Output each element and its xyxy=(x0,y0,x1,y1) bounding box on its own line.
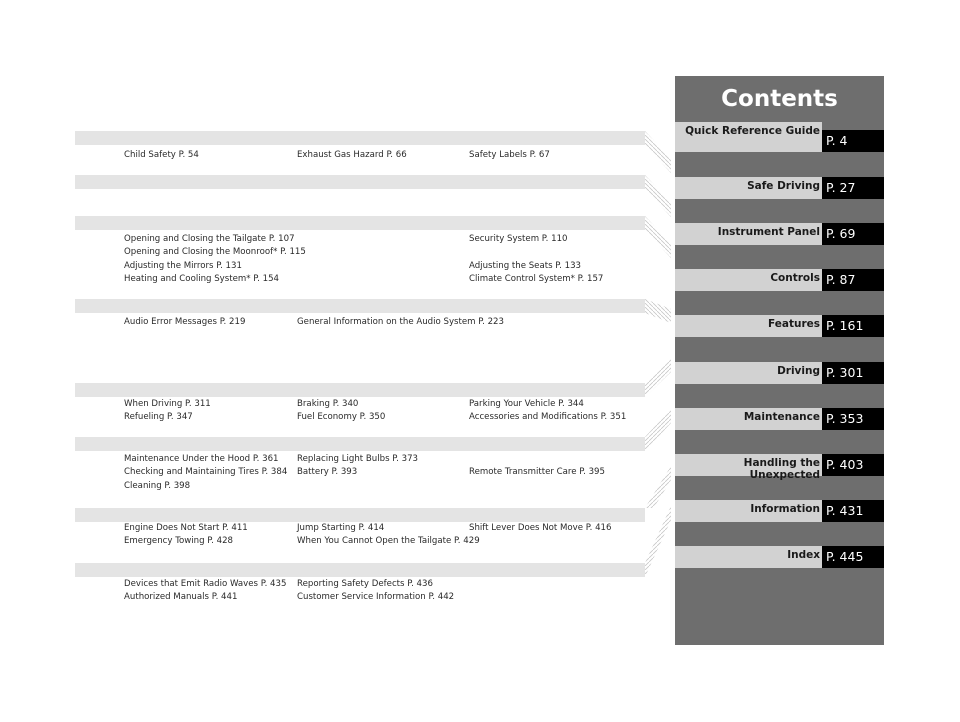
toc-link[interactable]: Checking and Maintaining Tires P. 384 xyxy=(124,467,288,477)
toc-link[interactable]: Customer Service Information P. 442 xyxy=(297,592,455,602)
tab-safe-driving[interactable] xyxy=(675,177,884,199)
tab-page-number: P. 403 xyxy=(822,454,884,476)
tab-page-number: P. 161 xyxy=(822,315,884,337)
toc-link[interactable]: Opening and Closing the Moonroof* P. 115 xyxy=(124,247,306,257)
toc-link[interactable]: General Information on the Audio System P. 223 xyxy=(297,317,504,327)
toc-link[interactable]: Replacing Light Bulbs P. 373 xyxy=(297,454,419,464)
hatch-connector xyxy=(645,131,671,173)
section-band-instrument-panel xyxy=(75,175,645,189)
toc-link[interactable]: Cleaning P. 398 xyxy=(124,481,191,491)
tab-label: Features xyxy=(768,318,820,330)
toc-link[interactable]: Reporting Safety Defects P. 436 xyxy=(297,579,433,589)
toc-link[interactable]: When You Cannot Open the Tailgate P. 429 xyxy=(297,536,480,546)
tab-label: Driving xyxy=(777,365,820,377)
tab-page-number: P. 4 xyxy=(822,130,884,152)
hatch-connector xyxy=(645,358,671,400)
tab-information[interactable] xyxy=(675,500,884,522)
tab-label: Index xyxy=(787,549,820,561)
tab-label: Handling the Unexpected xyxy=(743,457,820,481)
tab-quick-reference-guide[interactable] xyxy=(675,125,884,152)
tab-maintenance[interactable] xyxy=(675,408,884,430)
toc-link[interactable]: Devices that Emit Radio Waves P. 435 xyxy=(124,579,287,589)
toc-link[interactable]: Heating and Cooling System* P. 154 xyxy=(124,274,280,284)
tab-label: Information xyxy=(750,503,820,515)
tab-label: Safe Driving xyxy=(747,180,820,192)
hatch-connector xyxy=(645,175,671,217)
toc-link[interactable]: Battery P. 393 xyxy=(297,467,358,477)
hatch-connector xyxy=(645,299,671,341)
hatch-connector xyxy=(645,216,671,258)
tab-driving[interactable] xyxy=(675,362,884,384)
hatch-connector xyxy=(645,409,671,451)
section-band-driving xyxy=(75,383,645,397)
tab-label: Instrument Panel xyxy=(717,226,820,238)
toc-link[interactable]: Engine Does Not Start P. 411 xyxy=(124,523,248,533)
section-band-safe-driving xyxy=(75,131,645,145)
toc-link[interactable]: Braking P. 340 xyxy=(297,399,359,409)
toc-link[interactable]: Accessories and Modifications P. 351 xyxy=(469,412,627,422)
toc-link[interactable]: Security System P. 110 xyxy=(469,234,568,244)
toc-link[interactable]: Refueling P. 347 xyxy=(124,412,193,422)
section-band-unexpected xyxy=(75,508,645,522)
tab-instrument-panel[interactable] xyxy=(675,223,884,245)
toc-link[interactable]: Emergency Towing P. 428 xyxy=(124,536,234,546)
toc-link[interactable]: Exhaust Gas Hazard P. 66 xyxy=(297,150,407,160)
tab-features[interactable] xyxy=(675,315,884,337)
toc-link[interactable]: Adjusting the Mirrors P. 131 xyxy=(124,261,242,271)
tab-controls[interactable] xyxy=(675,269,884,291)
toc-link[interactable]: When Driving P. 311 xyxy=(124,399,211,409)
section-band-features xyxy=(75,299,645,313)
tab-label: Maintenance xyxy=(743,411,820,423)
tab-index[interactable] xyxy=(675,546,884,568)
section-band-controls xyxy=(75,216,645,230)
toc-link[interactable]: Parking Your Vehicle P. 344 xyxy=(469,399,584,409)
toc-link[interactable]: Audio Error Messages P. 219 xyxy=(124,317,246,327)
toc-link[interactable]: Climate Control System* P. 157 xyxy=(469,274,604,284)
hatch-connector xyxy=(645,466,671,508)
tab-label: Controls xyxy=(770,272,820,284)
tab-page-number: P. 87 xyxy=(822,269,884,291)
tab-page-number: P. 301 xyxy=(822,362,884,384)
tab-label: Quick Reference Guide xyxy=(685,125,820,137)
tab-page-number: P. 445 xyxy=(822,546,884,568)
tab-page-number: P. 69 xyxy=(822,223,884,245)
toc-link[interactable]: Shift Lever Does Not Move P. 416 xyxy=(469,523,612,533)
tab-page-number: P. 353 xyxy=(822,408,884,430)
section-band-maintenance xyxy=(75,437,645,451)
toc-link[interactable]: Remote Transmitter Care P. 395 xyxy=(469,467,605,477)
toc-link[interactable]: Jump Starting P. 414 xyxy=(297,523,385,533)
tab-page-number: P. 431 xyxy=(822,500,884,522)
tab-handling-the-unexpected[interactable] xyxy=(675,454,884,481)
toc-link[interactable]: Authorized Manuals P. 441 xyxy=(124,592,238,602)
contents-title: Contents xyxy=(721,86,838,112)
section-band-information xyxy=(75,563,645,577)
tab-page-number: P. 27 xyxy=(822,177,884,199)
toc-link[interactable]: Opening and Closing the Tailgate P. 107 xyxy=(124,234,295,244)
toc-link[interactable]: Child Safety P. 54 xyxy=(124,150,199,160)
toc-link[interactable]: Fuel Economy P. 350 xyxy=(297,412,386,422)
toc-link[interactable]: Adjusting the Seats P. 133 xyxy=(469,261,582,271)
toc-link[interactable]: Maintenance Under the Hood P. 361 xyxy=(124,454,279,464)
toc-link[interactable]: Safety Labels P. 67 xyxy=(469,150,550,160)
hatch-connector xyxy=(645,506,671,578)
